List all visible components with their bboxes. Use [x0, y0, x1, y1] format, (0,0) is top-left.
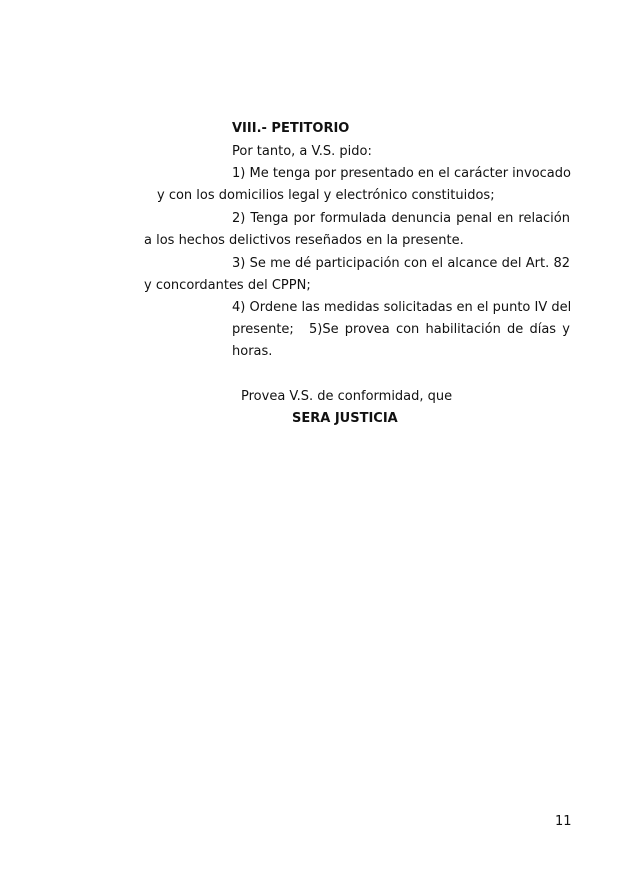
item-1-line-1: 1) Me tenga por presentado en el carácter invocado — [232, 166, 571, 181]
sera-justicia: SERA JUSTICIA — [292, 411, 398, 426]
item-3-line-2: y concordantes del CPPN; — [144, 278, 311, 293]
petition-intro: Por tanto, a V.S. pido: — [232, 144, 372, 159]
item-5-line: 5)Se provea con habilitación de días y — [309, 322, 570, 337]
section-heading: VIII.- PETITORIO — [232, 121, 350, 136]
item-4-line-2a: presente; — [232, 322, 294, 337]
item-4-line-1: 4) Ordene las medidas solicitadas en el punto IV del — [232, 300, 572, 315]
item-2-line-1: 2) Tenga por formulada denuncia penal en relación — [232, 211, 570, 226]
item-3-line-1: 3) Se me dé participación con el alcance del Art. 82 — [232, 256, 570, 271]
item-2-line-2: a los hechos delictivos reseñados en la presente. — [144, 233, 464, 248]
item-4-line-3: horas. — [232, 344, 273, 359]
item-1-line-2: y con los domicilios legal y electrónico constituidos; — [157, 188, 495, 203]
closing-line: Provea V.S. de conformidad, que — [241, 389, 453, 404]
page-number: 11 — [555, 814, 572, 829]
